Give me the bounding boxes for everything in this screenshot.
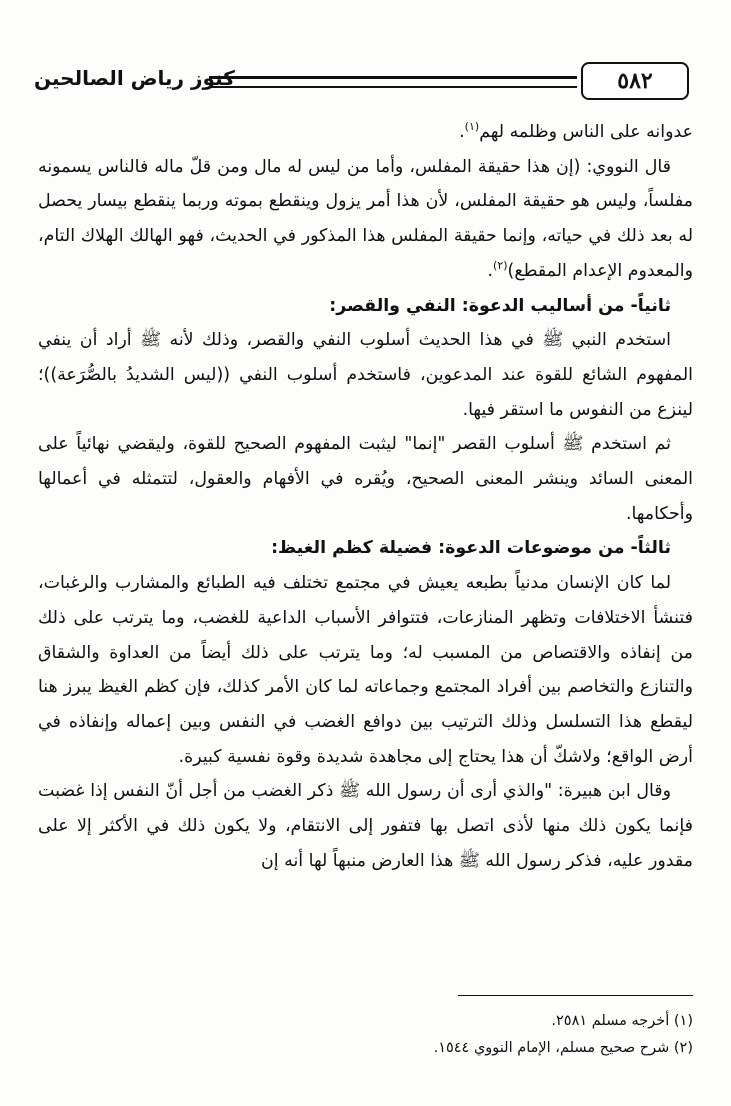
paragraph-end: . [459, 122, 465, 142]
footnote: (٢) شرح صحيح مسلم، الإمام النووي ١٥٤٤. [433, 1040, 693, 1056]
paragraph-text: لما كان الإنسان مدنياً بطبعه يعيش في مجتمع تختلف فيه الطبائع والمشارب والرغبات، فتنشأ الاختلافات وتظهر المنازعات، فتتوافر الأسباب الداعية للغضب، وما يترتب على ذلك من إنفاذه والاقتصاص من المسبب له؛ وما يترتب على ذلك أيضاً من العداوة والشقاق والتنازع والتخاصم بين أفراد المجتمع وجماعاته لما كان الأمر كذلك، فإن كظم الغيظ يبرز هنا ليقطع هذا التسلسل وذلك الترتيب بين دوافع الغضب في النفس وبين إعماله وإنفاذه في أرض الواقع؛ ولاشكّ أن هذا يحتاج إلى مجاهدة شديدة وقوة نفسية كبيرة. [38, 573, 693, 767]
paragraph-text: استخدم النبي ﷺ في هذا الحديث أسلوب النفي والقصر، وذلك لأنه ﷺ أراد أن ينفي المفهوم الشائع للقوة عند المدعوين، فاستخدم أسلوب النفي ((ليس الشديدُ بالصُّرَعة))؛ لينزع من النفوس ما استقر فيها. [38, 330, 693, 420]
page-header [34, 62, 697, 102]
section-heading [38, 289, 693, 324]
page-number: ٥٨٢ [581, 62, 689, 100]
paragraph-text: ثالثاً- من موضوعات الدعوة: فضيلة كظم الغيظ: [271, 538, 671, 559]
section-heading [38, 531, 693, 566]
footnote-divider [458, 995, 693, 996]
paragraph-text: ثم استخدم ﷺ أسلوب القصر "إنما" ليثبت المفهوم الصحيح للقوة، وليقضي نهائياً على المعنى السائد وينشر المعنى الصحيح، ويُقره في الأفهام والعقول، لتتمثله في أعمالها وأحكامها. [38, 434, 693, 524]
paragraph-text: ثانياً- من أساليب الدعوة: النفي والقصر: [329, 295, 671, 316]
paragraph-end: . [487, 260, 494, 281]
footnote-ref: (١) [464, 120, 480, 134]
body-paragraph [38, 323, 693, 427]
footnotes [38, 1008, 693, 1062]
page-body [38, 115, 693, 878]
book-title: كنوز رياض الصالحين [34, 66, 235, 90]
paragraph-text: قال النووي: (إن هذا حقيقة المفلس، وأما من ليس له مال ومن قلّ ماله فالناس يسمونه مفلساً، وليس هو حقيقة المفلس، لأن هذا أمر يزول وينقطع بموته وربما ينقطع بيسار يحصل له بعد ذلك في حياته، وإنما حقيقة المفلس هذا المذكور في الحديث، فهو الهالك الهلاك التام، والمعدوم الإعدام المقطع) [38, 156, 693, 281]
paragraph-text: عدوانه على الناس وظلمه لهم [479, 122, 693, 142]
body-paragraph [38, 427, 693, 531]
paragraph-text: وقال ابن هبيرة: "والذي أرى أن رسول الله ﷺ ذكر الغضب من أجل أنّ النفس إذا غضبت فإنما يكون ذلك منها لأذى اتصل بها فتفور إلى الانتقام، ولا يكون ذلك في الأكثر إلا على مقدور عليه، فذكر رسول الله ﷺ هذا العارض منبهاً لها أنه إن [38, 781, 693, 871]
body-paragraph [38, 150, 693, 289]
footnote: (١) أخرجه مسلم ٢٥٨١. [551, 1013, 693, 1029]
body-paragraph [38, 774, 693, 878]
body-paragraph [38, 115, 693, 150]
header-divider [209, 76, 577, 88]
body-paragraph [38, 566, 693, 774]
footnote-ref: (٢) [493, 259, 508, 273]
